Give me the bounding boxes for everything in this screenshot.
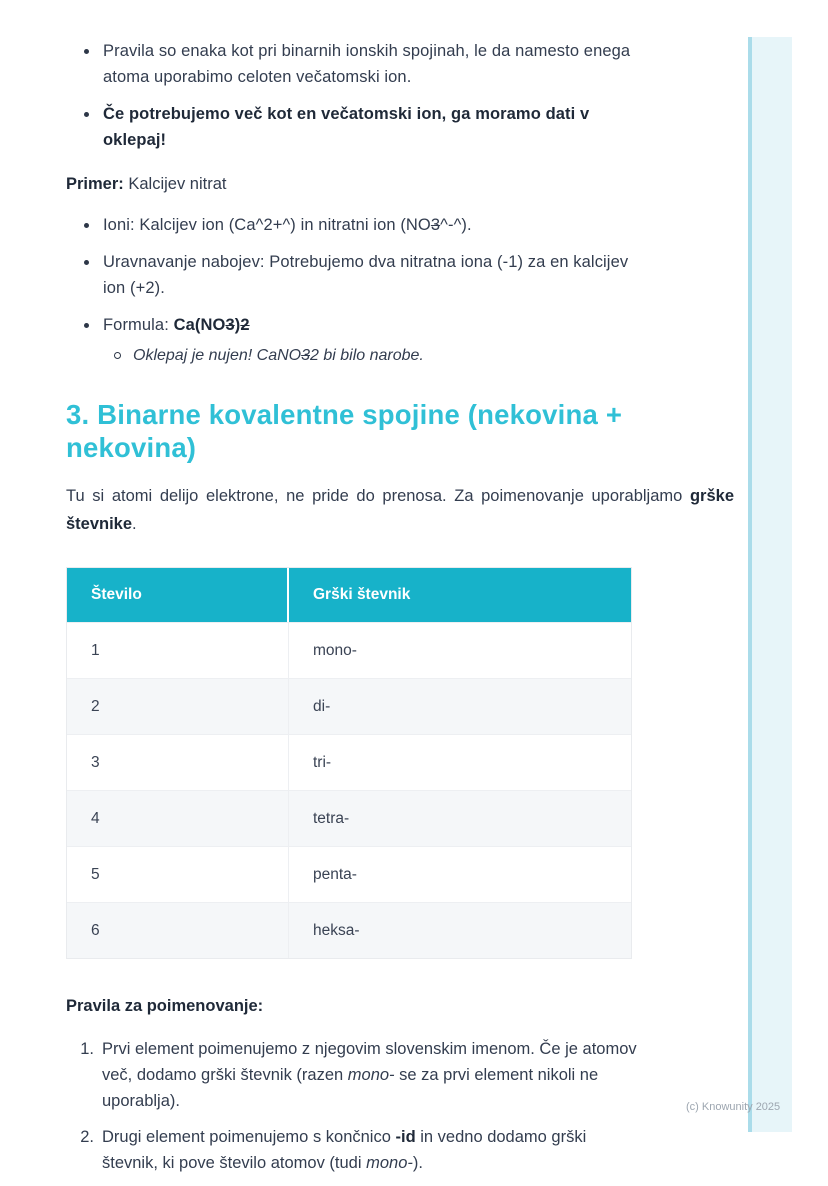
- text-run: Drugi element poimenujemo s končnico: [102, 1128, 396, 1146]
- ordered-item: [66, 1036, 738, 1114]
- text-run: se za prvi element nikoli ne uporablja).: [102, 1066, 599, 1110]
- text-run: Formula:: [103, 316, 174, 334]
- formula-text: Ca(NO: [173, 316, 226, 334]
- table-row: [67, 734, 631, 790]
- table-header-cell: Število: [67, 568, 289, 622]
- rules-heading: Pravila za poimenovanje:: [66, 997, 264, 1015]
- table-cell: tri-: [313, 753, 332, 771]
- table-cell: 4: [67, 791, 289, 846]
- example-label: Primer:: [66, 175, 124, 193]
- table-row: [67, 846, 631, 902]
- strikethrough-text: 3: [430, 216, 441, 234]
- text-run: 2 bi bilo narobe.: [310, 347, 424, 364]
- list-item: [66, 38, 738, 90]
- list-item: [66, 312, 738, 338]
- item-number: 2.: [80, 1128, 94, 1146]
- document-content: [66, 38, 738, 1186]
- emphasized-text: grške števnike: [66, 487, 734, 533]
- table-cell: 2: [67, 679, 289, 734]
- item-text: [102, 1124, 642, 1176]
- strikethrough-text: 2: [240, 316, 250, 334]
- table-header-cell: Grški števnik: [313, 586, 411, 603]
- open-bullet-icon: [114, 352, 121, 359]
- bullet-icon: [84, 112, 89, 117]
- table-cell: heksa-: [313, 921, 360, 939]
- bullet-text: Pravila so enaka kot pri binarnih ionskih spojinah, le da namesto enega atoma uporabimo celoten večatomski ion.: [103, 42, 631, 86]
- item-number: 1.: [80, 1040, 94, 1058]
- list-item: [66, 249, 738, 301]
- strikethrough-text: 3: [301, 347, 310, 364]
- text-run: Oklepaj je nujen! CaNO: [133, 347, 302, 364]
- ordered-item: [66, 1124, 738, 1176]
- table-row: [67, 622, 631, 678]
- bullet-text: Uravnavanje nabojev: Potrebujemo dva nitratna iona (-1) za en kalcijev ion (+2).: [103, 253, 629, 297]
- sub-list-item: [66, 343, 738, 368]
- table-cell: mono-: [313, 641, 357, 659]
- table-cell: 1: [67, 623, 289, 678]
- table-cell: 6: [67, 903, 289, 958]
- intro-bullet-list: [66, 38, 738, 153]
- text-run: Prvi element poimenujemo z njegovim slovenskim imenom. Če je atomov več, dodamo grški števnik (razen: [102, 1040, 637, 1084]
- list-item: [66, 101, 738, 153]
- table-row: [67, 902, 631, 958]
- table-cell: penta-: [313, 865, 357, 883]
- example-bullet-list: [66, 212, 738, 368]
- section-paragraph: [66, 483, 734, 538]
- table-row: [67, 678, 631, 734]
- bullet-text: Če potrebujemo več kot en večatomski ion, ga moramo dati v oklepaj!: [103, 105, 590, 149]
- page-side-strip: [748, 37, 792, 1132]
- bullet-icon: [84, 260, 89, 265]
- example-line: [66, 171, 738, 197]
- note-text: [133, 343, 653, 368]
- item-text: [102, 1036, 642, 1114]
- greek-numerals-table: [66, 567, 632, 959]
- bullet-text: [103, 212, 648, 238]
- text-run: Ioni: Kalcijev ion (Ca^2+^) in nitratni ion (NO: [103, 216, 431, 234]
- bullet-icon: [84, 323, 89, 328]
- emphasized-text: -id: [395, 1128, 416, 1146]
- text-run: ).: [412, 1154, 423, 1172]
- text-run: Tu si atomi delijo elektrone, ne pride do prenosa. Za poimenovanje uporabljamo: [66, 487, 690, 505]
- table-header-row: [67, 568, 631, 622]
- text-run: .: [132, 514, 137, 533]
- strikethrough-text: 3: [225, 316, 235, 334]
- text-run: ^-^).: [440, 216, 472, 234]
- table-cell: 5: [67, 847, 289, 902]
- bullet-icon: [84, 223, 89, 228]
- watermark: (c) Knowunity 2025: [686, 1101, 781, 1113]
- list-item: [66, 212, 738, 238]
- section-heading: 3. Binarne kovalentne spojine (nekovina + nekovina): [66, 399, 623, 463]
- table-row: [67, 790, 631, 846]
- table-cell: di-: [313, 697, 331, 715]
- table-cell: 3: [67, 735, 289, 790]
- rules-ordered-list: [66, 1036, 738, 1176]
- text-run: in vedno dodamo grški števnik, ki pove število atomov (tudi: [102, 1128, 587, 1172]
- bullet-icon: [84, 49, 89, 54]
- italic-text: mono-: [366, 1154, 413, 1172]
- table-cell: tetra-: [313, 809, 350, 827]
- example-text: Kalcijev nitrat: [123, 175, 227, 193]
- bullet-text: [103, 312, 648, 338]
- italic-text: mono-: [347, 1066, 395, 1084]
- formula-text: ): [234, 316, 241, 334]
